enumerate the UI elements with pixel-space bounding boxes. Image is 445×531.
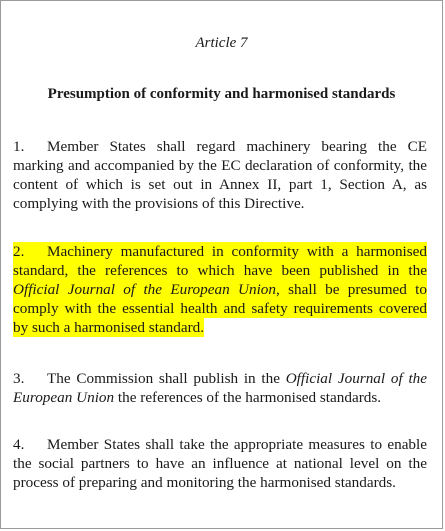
highlighted-text xyxy=(13,242,427,337)
paragraph-3 xyxy=(13,369,427,407)
journal-title-italic: Official Journal of the European Union xyxy=(13,281,276,298)
paragraph-text: Member States shall regard machinery bearing the CE marking and accompanied by the EC declaration of conformity, the content of which is set out in Annex II, part 1, Section A, as complying with the provisions of this Directive. xyxy=(13,138,427,212)
paragraph-4 xyxy=(13,435,427,492)
paragraph-text: Member States shall take the appropriate measures to enable the social partners to have an influence at national level on the process of preparing and monitoring the harmonised standards. xyxy=(13,436,427,491)
paragraph-text-after: the references of the harmonised standards. xyxy=(114,389,382,406)
paragraph-2-highlighted xyxy=(13,242,427,337)
journal-title-italic: Official Journal of the European Union xyxy=(13,370,427,406)
paragraph-text-after: , shall be presumed to comply with the essential health and safety requirements covered by such a harmonised standard. xyxy=(13,281,427,336)
paragraph-text-before: Machinery manufactured in conformity with a harmonised standard, the references to which have been published in the xyxy=(13,243,427,279)
paragraph-text-before: The Commission shall publish in the xyxy=(47,370,286,387)
paragraph-number: 1. xyxy=(13,138,25,155)
article-heading: Article 7 xyxy=(195,35,248,51)
paragraph-number: 2. xyxy=(13,243,25,260)
paragraph-number: 4. xyxy=(13,436,25,453)
paragraph-number: 3. xyxy=(13,370,25,387)
paragraph-1 xyxy=(13,137,427,213)
article-title: Presumption of conformity and harmonised standards xyxy=(47,86,396,102)
